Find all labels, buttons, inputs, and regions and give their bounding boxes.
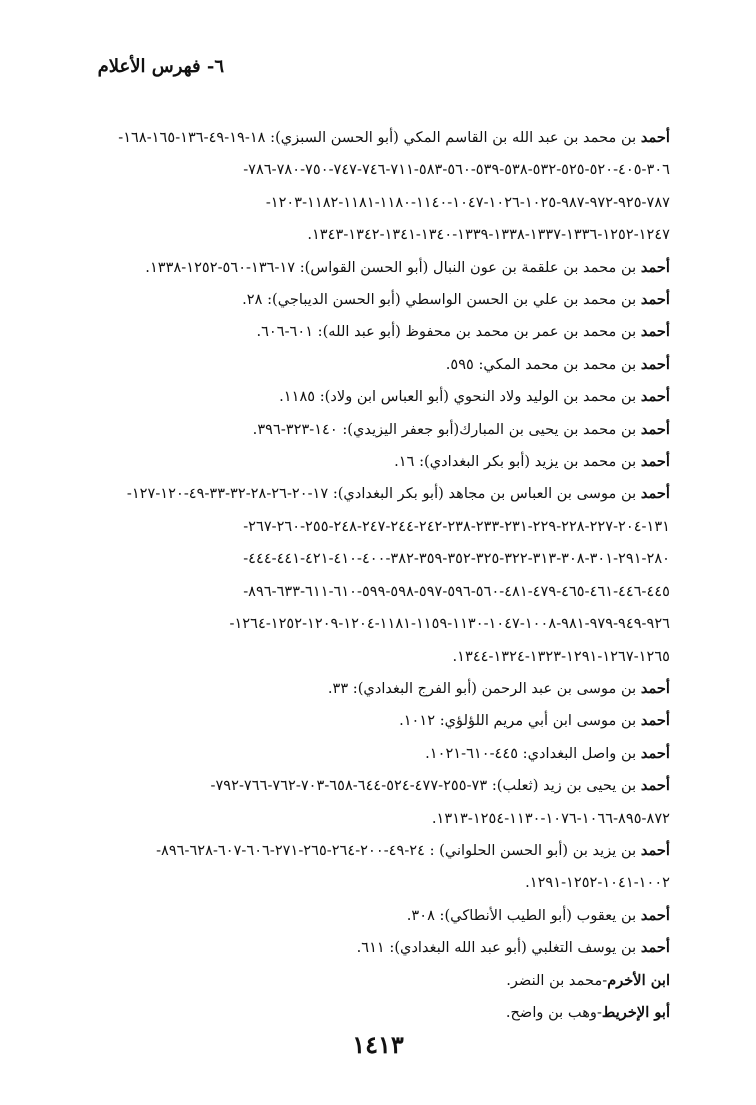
entry-text: بن يعقوب (أبو الطيب الأنطاكي): ٣٠٨. [406, 906, 637, 924]
entry-text: بن محمد بن عمر بن محمد بن محفوظ (أبو عبد الله): ٦٠١-٦٠٦. [256, 323, 637, 341]
entry-text: بن موسى بن عبد الرحمن (أبو الفرج البغدادي): ٣٣. [327, 679, 637, 697]
index-entry [118, 381, 670, 413]
index-entry [118, 122, 670, 252]
page-number: ١٤١٣ [352, 1030, 404, 1059]
index-entry [118, 316, 670, 348]
entry-first-line [118, 835, 670, 867]
section-number: ٦- [206, 56, 224, 77]
entry-head-name: أحمد [640, 453, 670, 471]
entry-head-name: أبو الإخريط [601, 1003, 670, 1021]
index-entries [118, 122, 670, 1029]
entry-text: بن يحيى بن زيد (ثعلب): ٧٣-٢٥٥-٤٧٧-٥٢٤-٦٤٤-٦٥٨-٧٠٣-٧٦٢-٧٦٦-٧٩٢- [210, 777, 637, 795]
entry-head-name: أحمد [640, 258, 670, 276]
entry-continuation-line [118, 641, 670, 673]
entry-text: بن موسى بن العباس بن مجاهد (أبو بكر البغدادي): ١٧-٢٠-٢٦-٢٨-٣٢-٣٣-٤٩-١٢٠-١٢٧- [126, 485, 637, 503]
entry-head-name: أحمد [640, 355, 670, 373]
index-entry [118, 835, 670, 900]
entry-text: ٤٤٥-٤٤٦-٤٦١-٤٦٥-٤٧٩-٤٨١-٥٦٠-٥٩٦-٥٩٧-٥٩٨-٥٩٩-٦١٠-٦١١-٦٣٣-٨٩٦- [243, 582, 670, 600]
entry-text: ٣٠٦-٤٠٥-٥٢٠-٥٢٥-٥٣٢-٥٣٨-٥٣٩-٥٦٠-٥٨٣-٧١١-٧٤٦-٧٤٧-٧٥٠-٧٨٠-٧٨٦- [243, 161, 670, 179]
entry-text: ٨٧٢-٨٩٥-١٠٦٦-١٠٧٦-١١٣٠-١٢٥٤-١٣١٣. [431, 809, 670, 827]
entry-first-line [118, 381, 670, 413]
entry-continuation-line [118, 576, 670, 608]
entry-head-name: أحمد [640, 744, 670, 762]
entry-text: ١٠٠٢-١٠٤١-١٢٥٢-١٢٩١. [525, 874, 670, 892]
entry-continuation-line [118, 608, 670, 640]
index-entry [118, 414, 670, 446]
entry-text: بن يزيد بن (أبو الحسن الحلواني) : ٢٤-٤٩-٢٠٠-٢٦٤-٢٦٥-٢٧١-٦٠٦-٦٠٧-٦٢٨-٨٩٦- [156, 841, 637, 859]
entry-text: ٩٢٦-٩٤٩-٩٧٩-٩٨١-١٠٠٨-١٠٤٧-١١٣٠-١١٥٩-١١٨١-١٢٠٤-١٢٠٩-١٢٥٢-١٢٦٤- [229, 615, 670, 633]
entry-text: بن محمد بن يحيى بن المبارك(أبو جعفر اليزيدي): ١٤٠-٣٢٣-٣٩٦. [252, 420, 637, 438]
entry-first-line [118, 478, 670, 510]
index-entry [118, 478, 670, 672]
entry-first-line [118, 738, 670, 770]
index-entry [118, 284, 670, 316]
entry-head-name: أحمد [640, 679, 670, 697]
entry-head-name: أحمد [640, 777, 670, 795]
index-entry [118, 965, 670, 997]
index-entry [118, 252, 670, 284]
index-entry [118, 997, 670, 1029]
index-entry [118, 770, 670, 835]
entry-text: بن محمد بن محمد المكي: ٥٩٥. [445, 355, 637, 373]
entry-head-name: أحمد [640, 485, 670, 503]
entry-text: بن محمد بن علي بن الحسن الواسطي (أبو الحسن الديباجي): ٢٨. [242, 291, 637, 309]
entry-first-line [118, 705, 670, 737]
index-entry [118, 446, 670, 478]
index-entry [118, 932, 670, 964]
entry-first-line [118, 900, 670, 932]
entry-continuation-line [118, 867, 670, 899]
entry-head-name: أحمد [640, 906, 670, 924]
index-entry [118, 738, 670, 770]
entry-continuation-line [118, 803, 670, 835]
entry-first-line [118, 252, 670, 284]
entry-head-name: أحمد [640, 841, 670, 859]
entry-text: بن محمد بن يزيد (أبو بكر البغدادي): ١٦. [394, 453, 637, 471]
index-entry [118, 673, 670, 705]
entry-continuation-line [118, 154, 670, 186]
index-entry [118, 900, 670, 932]
entry-first-line [118, 284, 670, 316]
entry-first-line [118, 673, 670, 705]
entry-head-name: أحمد [640, 712, 670, 730]
entry-first-line [118, 997, 670, 1029]
entry-text: بن محمد بن علقمة بن عون النبال (أبو الحسن القواس): ١٧-١٣٦-٥٦٠-١٢٥٢-١٣٣٨. [145, 258, 637, 276]
entry-text: بن واصل البغدادي: ٤٤٥-٦١٠-١٠٢١. [425, 744, 637, 762]
entry-text: ١٣١-٢٠٤-٢٢٧-٢٢٨-٢٢٩-٢٣١-٢٣٣-٢٣٨-٢٤٢-٢٤٤-٢٤٧-٢٤٨-٢٥٥-٢٦٠-٢٦٧- [243, 517, 670, 535]
entry-head-name: ابن الأخرم [607, 971, 670, 989]
entry-text: -وهب بن واضح. [505, 1003, 602, 1021]
entry-first-line [118, 349, 670, 381]
entry-head-name: أحمد [640, 388, 670, 406]
entry-text: -محمد بن النضر. [506, 971, 608, 989]
entry-continuation-line [118, 543, 670, 575]
entry-text: بن موسى ابن أبي مريم اللؤلؤي: ١٠١٢. [399, 712, 637, 730]
entry-head-name: أحمد [640, 129, 670, 146]
entry-first-line [118, 932, 670, 964]
entry-head-name: أحمد [640, 420, 670, 438]
entry-head-name: أحمد [640, 291, 670, 309]
entry-first-line [118, 316, 670, 348]
entry-text: ٧٨٧-٩٢٥-٩٧٢-٩٨٧-١٠٢٥-١٠٢٦-١٠٤٧-١١٤٠-١١٨٠-١١٨١-١١٨٢-١٢٠٣- [265, 193, 670, 211]
index-entry [118, 705, 670, 737]
index-entry [118, 349, 670, 381]
entry-continuation-line [118, 511, 670, 543]
entry-first-line [118, 414, 670, 446]
entry-text: ١٢٦٥-١٢٦٧-١٢٩١-١٣٢٣-١٣٢٤-١٣٤٤. [452, 647, 670, 665]
entry-head-name: أحمد [640, 939, 670, 957]
entry-first-line [118, 122, 670, 154]
entry-continuation-line [118, 187, 670, 219]
entry-head-name: أحمد [640, 323, 670, 341]
entry-text: ١٢٤٧-١٢٥٢-١٣٣٦-١٣٣٧-١٣٣٨-١٣٣٩-١٣٤٠-١٣٤١-١٣٤٢-١٣٤٣. [307, 226, 670, 244]
page-header [97, 56, 224, 77]
entry-text: بن محمد بن عبد الله بن القاسم المكي (أبو الحسن السبزي): ١٨-١٩-٤٩-١٣٦-١٦٥-١٦٨- [118, 129, 637, 146]
section-title: فهرس الأعلام [97, 56, 201, 77]
entry-first-line [118, 770, 670, 802]
entry-first-line [118, 965, 670, 997]
entry-text: بن محمد بن الوليد ولاد النحوي (أبو العباس ابن ولاد): ١١٨٥. [279, 388, 637, 406]
entry-first-line [118, 446, 670, 478]
entry-text: بن يوسف التغلبي (أبو عبد الله البغدادي): ٦١١. [356, 939, 637, 957]
entry-text: ٢٨٠-٢٩١-٣٠١-٣٠٨-٣١٣-٣٢٢-٣٢٥-٣٥٢-٣٥٩-٣٨٢-٤٠٠-٤١٠-٤٢١-٤٤١-٤٤٤- [243, 550, 670, 568]
entry-continuation-line [118, 219, 670, 251]
